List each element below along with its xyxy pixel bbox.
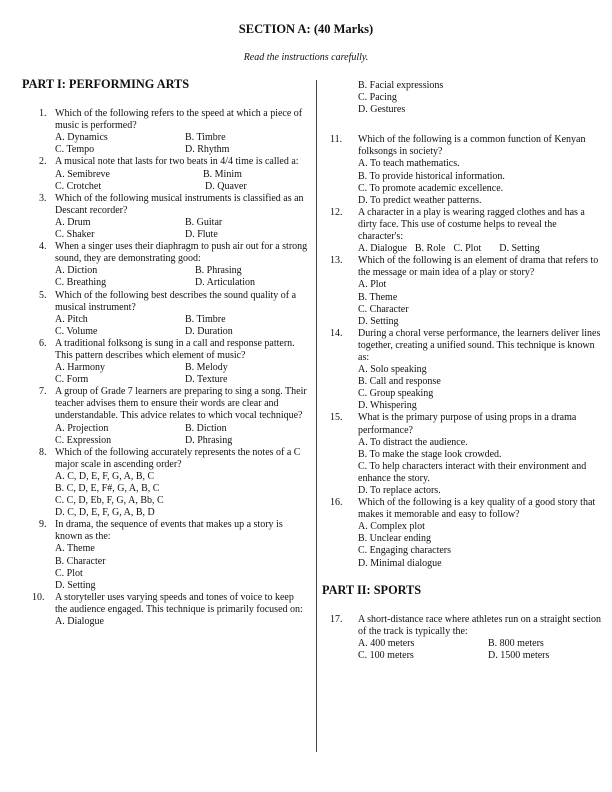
option: A. Diction [55, 265, 98, 277]
question-text: A character in a play is wearing ragged clothes and has a dirty face. This use of costume helps to reveal the character's: [358, 206, 585, 243]
question-number: 16. [330, 497, 343, 509]
question-3 [22, 193, 308, 241]
option: D. Flute [185, 229, 218, 241]
option: B. 800 meters [488, 637, 544, 649]
question-number: 12. [330, 206, 343, 218]
question-14 [326, 328, 604, 413]
option: D. Setting [55, 579, 96, 591]
question-15 [326, 412, 604, 497]
question-text: When a singer uses their diaphragm to push air out for a strong sound, they are demonstrating good: [55, 241, 308, 265]
option: D. Minimal dialogue [358, 557, 442, 569]
option: C. To help characters interact with their environment and enhance the story. [358, 460, 587, 484]
question-6 [22, 338, 308, 386]
option: C. Crotchet [55, 180, 102, 192]
option: C. Group speaking [358, 388, 434, 400]
option: B. Timbre [185, 132, 226, 144]
option: C. Tempo [55, 144, 95, 156]
option: A. Solo speaking [358, 364, 427, 376]
question-text: Which of the following is an element of drama that refers to the message or main idea of a play or story? [358, 255, 599, 279]
column-divider [316, 80, 317, 752]
question-17 [326, 614, 604, 662]
part-2-heading: PART II: SPORTS [322, 582, 422, 597]
question-number: 8. [39, 446, 47, 458]
option: C. Breathing [55, 277, 107, 289]
option: C. Plot [55, 567, 83, 579]
part-1-heading: PART I: PERFORMING ARTS [22, 77, 190, 91]
question-number: 7. [39, 386, 47, 398]
option: C. Engaging characters [358, 545, 452, 557]
option: C. Pacing [358, 92, 397, 104]
option: D. Setting [358, 315, 399, 327]
question-13 [326, 255, 604, 328]
question-12 [326, 207, 604, 255]
section-title: SECTION A: (40 Marks) [238, 22, 374, 36]
option: A. To distract the audience. [358, 436, 468, 448]
question-1 [22, 108, 308, 156]
option: C. Volume [55, 325, 98, 337]
option: C. 100 meters [358, 650, 414, 662]
question-5 [22, 290, 308, 338]
option: B. To make the stage look crowded. [358, 448, 502, 460]
option: D. Articulation [195, 277, 255, 289]
question-7 [22, 386, 308, 446]
option: D. 1500 meters [488, 650, 550, 662]
option: A. Dialogue [55, 616, 104, 628]
question-number: 17. [330, 613, 343, 625]
question-text: Which of the following musical instruments is classified as an Descant recorder? [55, 192, 304, 216]
question-text: Which of the following best describes the sound quality of a musical instrument? [55, 289, 297, 313]
option: A. Complex plot [358, 521, 425, 533]
option: C. C, D, Eb, F, G, A, Bb, C [55, 495, 164, 507]
option: D. Texture [185, 374, 228, 386]
question-text: A short-distance race where athletes run on a straight section of the track is typically the: [358, 613, 601, 637]
option: D. Gestures [358, 104, 406, 116]
left-column [22, 78, 308, 628]
option: C. Character [358, 303, 409, 315]
question-number: 6. [39, 337, 47, 349]
option: B. Character [55, 555, 106, 567]
question-number: 3. [39, 192, 47, 204]
option: C. Expression [55, 434, 112, 446]
question-text: What is the primary purpose of using props in a drama performance? [358, 412, 577, 436]
option: B. Unclear ending [358, 533, 432, 545]
question-2 [22, 156, 308, 192]
question-11 [326, 134, 604, 207]
question-text: A storyteller uses varying speeds and tones of voice to keep the audience engaged. This technique is primarily focused on: [55, 591, 303, 615]
option: A. Pitch [55, 313, 88, 325]
option: D. C, D, E, F, G, A, B, D [55, 507, 155, 519]
option: A. To teach mathematics. [358, 158, 460, 170]
question-9 [22, 519, 308, 592]
question-number: 11. [330, 134, 343, 146]
question-text: A group of Grade 7 learners are preparing to sing a song. Their teacher advises them to ensure their words are clear and understandable. This advice relates to which vocal technique? [55, 386, 307, 422]
option: D. Phrasing [185, 434, 233, 446]
question-10-continued [326, 80, 604, 116]
question-text: A musical note that lasts for two beats in 4/4 time is called a: [55, 156, 299, 168]
option: A. Projection [55, 422, 109, 434]
option: D. Duration [185, 325, 233, 337]
question-16 [326, 497, 604, 570]
option: A. Dynamics [55, 132, 108, 144]
question-text: A traditional folksong is sung in a call and response pattern. This pattern describes which element of music? [55, 337, 295, 361]
right-column [322, 80, 604, 662]
option: B. Theme [358, 291, 398, 303]
question-8 [22, 447, 308, 520]
option: C. Plot [453, 243, 482, 255]
option: A. Theme [55, 543, 95, 555]
option: D. Rhythm [185, 144, 230, 156]
option: A. Plot [358, 279, 387, 291]
option: C. Form [55, 374, 89, 386]
question-10 [22, 592, 308, 628]
option: B. Timbre [185, 313, 226, 325]
option: B. Phrasing [195, 265, 242, 277]
option: A. 400 meters [358, 637, 415, 649]
option: A. Harmony [55, 362, 105, 374]
question-text: Which of the following refers to the speed at which a piece of music is performed? [55, 108, 303, 132]
option: D. To replace actors. [358, 485, 441, 496]
question-4 [22, 241, 308, 289]
option: D. To predict weather patterns. [358, 194, 482, 206]
question-number: 4. [39, 241, 47, 253]
option: D. Whispering [358, 400, 417, 412]
option: A. C, D, E, F, G, A, B, C [55, 470, 155, 482]
option: B. Call and response [358, 376, 441, 388]
option: D. Quaver [205, 180, 247, 192]
option: B. Role [414, 243, 446, 255]
option: A. Semibreve [55, 168, 110, 180]
option: B. Guitar [185, 216, 223, 228]
question-number: 10. [32, 591, 45, 603]
option: B. Diction [185, 422, 227, 434]
question-text: Which of the following is a common function of Kenyan folksongs in society? [358, 134, 586, 158]
question-text: During a choral verse performance, the learners deliver lines together, creating a unified sound. This technique is known as: [358, 327, 601, 363]
question-text: In drama, the sequence of events that makes up a story is known as the: [55, 519, 283, 543]
option: A. Dialogue [358, 243, 407, 255]
option: D. Setting [499, 243, 540, 255]
question-number: 9. [39, 519, 47, 531]
question-number: 5. [39, 289, 47, 301]
instructions: Read the instructions carefully. [243, 52, 369, 63]
option: C. To promote academic excellence. [358, 182, 504, 194]
question-number: 1. [39, 108, 47, 120]
question-number: 14. [330, 327, 343, 339]
option: B. Melody [185, 362, 228, 374]
option: B. To provide historical information. [358, 170, 505, 182]
option: B. C, D, E, F#, G, A, B, C [55, 483, 160, 494]
option: B. Minim [203, 168, 242, 180]
option: C. Shaker [55, 229, 95, 241]
question-text: Which of the following is a key quality of a good story that makes it memorable and easy to follow? [358, 497, 596, 521]
option: B. Facial expressions [358, 80, 444, 91]
question-number: 15. [330, 412, 343, 424]
question-text: Which of the following accurately represents the notes of a C major scale in ascending order? [55, 446, 301, 470]
option: A. Drum [55, 216, 91, 228]
question-number: 2. [39, 156, 47, 168]
question-number: 13. [330, 255, 343, 267]
